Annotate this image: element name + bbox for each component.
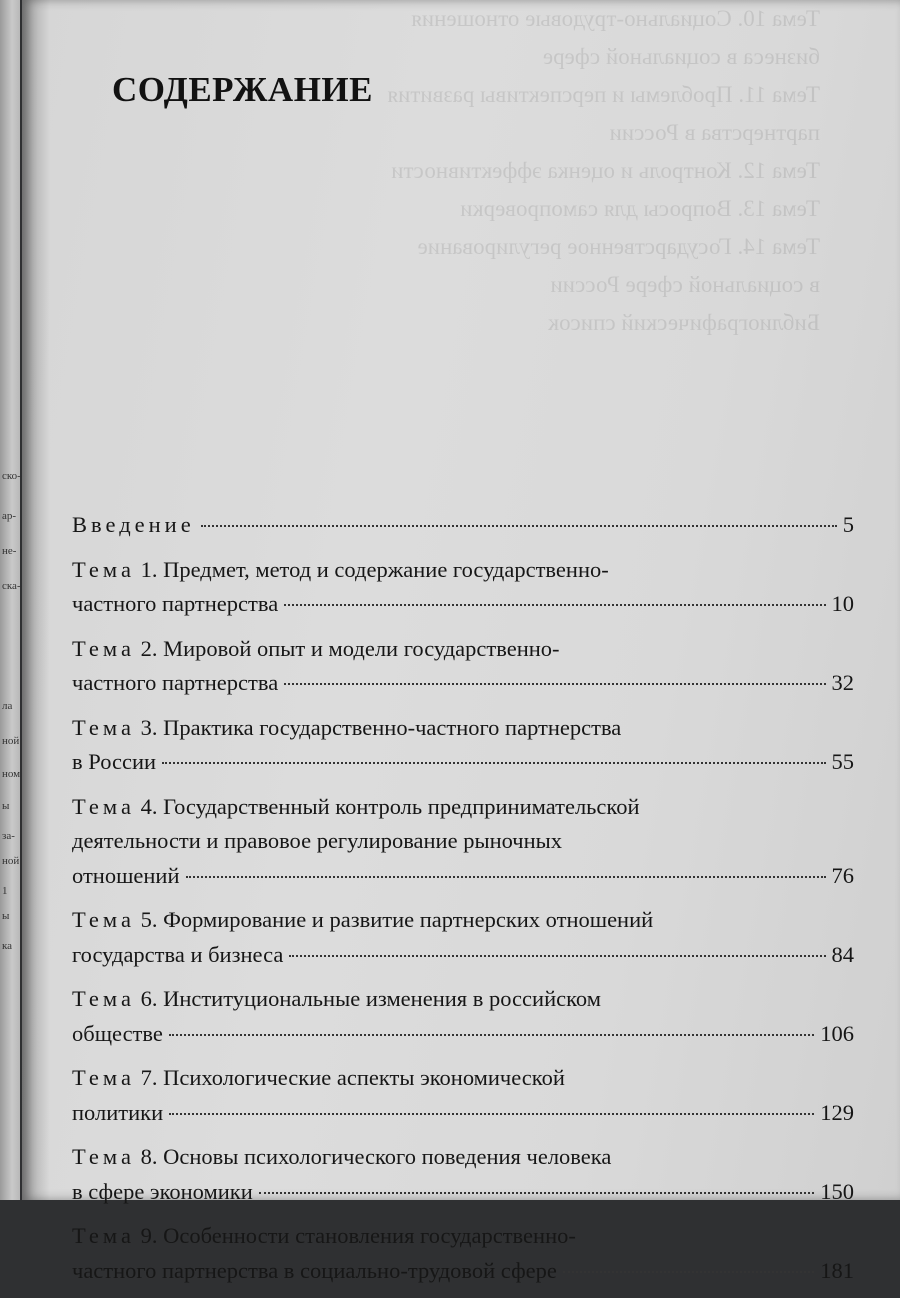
toc-entry-lead: Тема: [72, 635, 135, 661]
toc-entry-title-line: отношений: [72, 862, 180, 888]
bleed-line: Тема 14. Государственное регулирование: [417, 234, 820, 259]
toc-entry-title-line: частного партнерства в социально-трудовой сфере: [72, 1257, 557, 1283]
dot-leader: [186, 876, 826, 878]
bleed-line: партнерства в России: [609, 120, 820, 145]
toc-entry-title-line: 7. Психологические аспекты экономической: [140, 1065, 565, 1090]
toc-page-number: 84: [831, 941, 854, 967]
toc-entry-title-line: 5. Формирование и развитие партнерских отношений: [140, 907, 654, 932]
toc-entry-text: [72, 794, 640, 819]
toc-entry-line: [72, 632, 854, 667]
toc-entry-line: [72, 938, 854, 973]
toc-entry-text: [72, 557, 609, 582]
toc-entry-line: [72, 587, 854, 622]
toc-entry-text: [72, 1096, 163, 1131]
toc-page-number: 106: [820, 1020, 854, 1046]
edge-text-fragment: ка: [2, 940, 13, 952]
bleed-line: Тема 10. Социально-трудовые отношения: [411, 6, 820, 31]
toc-entry-title-line: 8. Основы психологического поведения человека: [140, 1144, 612, 1169]
toc-entry-title-line: 2. Мировой опыт и модели государственно-: [140, 635, 560, 661]
toc-entry-line: [72, 508, 854, 543]
toc-entry-text: [72, 1175, 253, 1210]
toc-entry-text: [72, 828, 562, 853]
toc-entry-line: [72, 1254, 854, 1289]
toc-page-number: 129: [820, 1099, 854, 1125]
toc-entry-text: [72, 859, 180, 894]
toc-entry-line: [72, 859, 854, 894]
toc-entry-line: [72, 1061, 854, 1096]
toc-entry-text: [72, 508, 195, 543]
edge-text-fragment: ска-: [2, 580, 21, 592]
edge-text-fragment: не-: [2, 545, 17, 557]
bleed-line: Библиографический список: [547, 310, 820, 335]
toc-entry-lead: Тема: [72, 793, 135, 819]
toc-entry-lead: Тема: [72, 1144, 135, 1169]
toc-entry-line: [72, 982, 854, 1017]
toc-entry: [72, 553, 854, 622]
dot-leader: [284, 604, 825, 606]
toc-entry-title-line: 4. Государственный контроль предпринимательской: [140, 793, 640, 819]
toc-entry: [72, 1140, 854, 1209]
toc-entry-title-line: в сфере экономики: [72, 1178, 253, 1204]
edge-text-fragment: ной: [2, 855, 20, 867]
edge-text-fragment: ном: [2, 768, 21, 780]
toc-entry-line: [72, 1096, 854, 1131]
toc-entry-text: [72, 1144, 611, 1169]
toc-entry-title-line: 9. Особенности становления государственно-: [140, 1223, 576, 1248]
toc-entry-lead: Тема: [72, 714, 135, 740]
toc-entry-text: [72, 986, 601, 1011]
edge-text-fragment: ла: [2, 700, 13, 712]
toc-entry-title-line: обществе: [72, 1020, 163, 1046]
toc-entry: [72, 508, 854, 543]
toc-page-number: 5: [842, 512, 854, 537]
edge-text-fragment: ы: [2, 910, 10, 922]
toc-entry-lead: Тема: [72, 1223, 135, 1248]
toc-entry-lead: Тема: [72, 986, 135, 1011]
table-of-contents: [72, 508, 854, 1298]
toc-entry-line: [72, 711, 854, 746]
bleed-line: Тема 11. Проблемы и перспективы развития: [387, 82, 820, 107]
toc-page-number: 10: [831, 591, 854, 616]
toc-entry-text: [72, 938, 283, 973]
dot-leader: [259, 1192, 815, 1194]
toc-page-number: 150: [820, 1178, 854, 1204]
edge-text-fragment: ско-: [2, 470, 21, 482]
bleed-line: в социальной сфере России: [550, 272, 820, 297]
dot-leader: [563, 1271, 814, 1273]
toc-entry-line: [72, 553, 854, 588]
adjacent-page-edge: [0, 0, 20, 1200]
toc-entry-text: [72, 1065, 565, 1090]
toc-entry-title-line: 1. Предмет, метод и содержание государственно-: [140, 556, 609, 582]
toc-entry-lead: Тема: [72, 907, 135, 932]
toc-entry-line: [72, 745, 854, 780]
toc-entry: [72, 1219, 854, 1288]
toc-entry-line: [72, 1175, 854, 1210]
toc-entry: [72, 982, 854, 1051]
dot-leader: [169, 1034, 814, 1036]
toc-entry: [72, 632, 854, 701]
toc-page-number: 55: [831, 749, 854, 774]
edge-text-fragment: ар-: [2, 510, 17, 522]
toc-entry-text: [72, 587, 278, 622]
toc-entry-title-line: деятельности и правовое регулирование рыночных: [72, 828, 563, 853]
toc-entry-line: [72, 824, 854, 859]
toc-entry-text: [72, 1017, 163, 1052]
toc-entry-title-line: государства и бизнеса: [72, 941, 284, 967]
toc-entry-line: [72, 903, 854, 938]
dot-leader: [169, 1113, 814, 1115]
toc-entry-text: [72, 636, 560, 661]
bleed-line: бизнеса в социальной сфере: [542, 44, 820, 69]
toc-entry-text: [72, 715, 621, 740]
toc-entry-text: [72, 745, 156, 780]
toc-entry-title-line: в России: [72, 749, 157, 774]
bleed-line: Тема 12. Контроль и оценка эффективности: [391, 158, 820, 183]
toc-entry: [72, 711, 854, 780]
dot-leader: [162, 762, 825, 764]
book-page: [22, 0, 900, 1283]
toc-entry-text: [72, 1223, 576, 1248]
edge-text-fragment: за-: [2, 830, 15, 842]
dot-leader: [284, 683, 825, 685]
page-title: СОДЕРЖАНИЕ: [112, 70, 374, 109]
toc-entry-line: [72, 666, 854, 701]
toc-entry-title-line: политики: [72, 1099, 164, 1125]
toc-page-number: 32: [831, 670, 854, 695]
toc-entry-title-line: 6. Институциональные изменения в российском: [140, 986, 601, 1011]
edge-text-fragment: ной: [2, 735, 20, 747]
toc-entry-text: [72, 1254, 557, 1289]
toc-entry-text: [72, 666, 278, 701]
toc-entry: [72, 1061, 854, 1130]
toc-entry-title-line: 3. Практика государственно-частного партнерства: [140, 714, 622, 740]
toc-entry-line: [72, 1140, 854, 1175]
toc-page-number: 76: [831, 862, 854, 888]
toc-entry-lead: Введение: [72, 512, 195, 537]
toc-entry-lead: Тема: [72, 556, 135, 582]
toc-entry-title-line: частного партнерства: [72, 591, 279, 616]
toc-entry-line: [72, 790, 854, 825]
bleed-line: Тема 13. Вопросы для самопроверки: [460, 196, 820, 221]
edge-text-fragment: ы: [2, 800, 10, 812]
toc-entry-line: [72, 1219, 854, 1254]
toc-entry-title-line: частного партнерства: [72, 670, 279, 695]
toc-entry: [72, 790, 854, 894]
toc-entry-line: [72, 1017, 854, 1052]
toc-entry: [72, 903, 854, 972]
dot-leader: [289, 955, 825, 957]
toc-entry-lead: Тема: [72, 1065, 135, 1090]
dot-leader: [201, 525, 837, 527]
toc-entry-text: [72, 907, 653, 932]
edge-text-fragment: 1: [2, 885, 8, 897]
toc-page-number: 181: [820, 1257, 854, 1283]
